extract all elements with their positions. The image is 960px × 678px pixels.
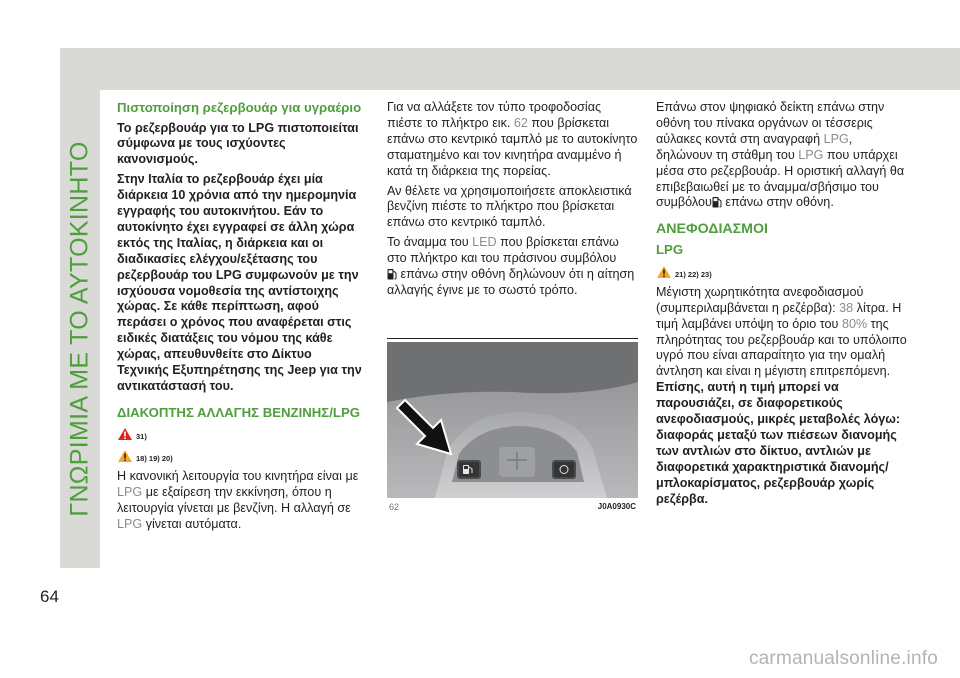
side-section-title: ΓΝΩΡΙΜΙΑ ΜΕ ΤΟ ΑΥΤΟΚΙΝΗΤΟ	[65, 141, 94, 517]
watermark: carmanualsonline.info	[748, 648, 938, 669]
section-heading-fuel-switch: ΔΙΑΚΟΠΤΗΣ ΑΛΛΑΓΗΣ ΒΕΝΖΙΝΗΣ/LPG	[117, 404, 360, 420]
dashboard-switch-illustration	[387, 342, 638, 498]
fuel-pump-icon	[387, 268, 397, 280]
paragraph: Αν θέλετε να χρησιμοποιήσετε αποκλειστικά βενζίνη πιέστε το πλήκτρο που βρίσκεται επάνω στο κεντρικό ταμπλό.	[387, 183, 632, 230]
section-heading-refuelling: ΑΝΕΦΟΔΙΑΣΜΟΙ	[656, 221, 768, 238]
caution-numbers: 18) 19) 20)	[136, 454, 173, 464]
paragraph: Η κανονική λειτουργία του κινητήρα είναι με LPG με εξαίρεση την εκκίνηση, όπου η λειτουργία γίνεται με βενζίνη. Η αλλαγή σε LPG γίνεται αυτόματα.	[117, 469, 359, 532]
paragraph: Μέγιστη χωρητικότητα ανεφοδιασμού (συμπεριλαμβάνεται η ρεζέρβα): 38 λίτρα. Η τιμή λαμβάνει υπόψη το όριο του 80% της πληρότητας του ρεζερβουάρ και το υπόλοιπο υγρό που είναι απαραίτητο για την ομαλή άντληση και είναι η μέγιστη επιτρεπόμενη. Επίσης, αυτή η τιμή μπορεί να παρουσιάζει, σε διαφορετικούς ανεφοδιασμούς, μικρές μεταβολές λόγω: διαφοράς μεταξύ των πιέσεων διανομής των αντλιών στο δίκτυο, αντλιών με διαφορετικά χαρακτηριστικά διανομής/μπλοκαρίσματος, ρεζερβουάρ χωρίς ρεζέρβα.	[656, 284, 907, 506]
paragraph: Το άναμμα του LED που βρίσκεται επάνω στο πλήκτρο και του πράσινου συμβόλου επάνω στην οθόνη δηλώνουν ότι η αίτηση αλλαγής έγινε με το σωστό τρόπο.	[387, 235, 635, 297]
warning-reference	[117, 425, 365, 441]
caution-numbers: 21) 22) 23)	[675, 269, 712, 279]
figure-code: J0A0930C	[597, 502, 636, 511]
figure-caption	[387, 502, 638, 514]
paragraph: Στην Ιταλία το ρεζερβουάρ έχει μία διάρκεια 10 χρόνια από την ημερομηνία εγγραφής του αυτοκινήτου. Εάν το αυτοκίνητο έχει εγγραφεί σε άλλη χώρα εκτός της Ιταλίας, η διάρκεια και οι διαδικασίες ελέγχου/εξέτασης του ρεζερβουάρ του LPG συμφωνούν με την ισχύουσα νομοθεσία της αντίστοιχης χώρας. Σε κάθε περίπτωση, αφού περάσει ο χρόνος που αναφέρεται στις ειδικές διατάξεις του νόμου της κάθε χώρας, απευθυνθείτε στο Δίκτυο Τεχνικής Εξυπηρέτησης της Jeep για την αντικατάστασή του.	[117, 172, 362, 393]
header-band	[60, 48, 960, 90]
section-heading-lpg-tank-certification: Πιστοποίηση ρεζερβουάρ για υγραέριο	[117, 100, 362, 115]
caution-reference	[117, 447, 365, 463]
column-3	[656, 100, 908, 512]
subsection-heading-lpg: LPG	[656, 242, 684, 258]
caution-triangle-icon	[117, 449, 133, 463]
column-2	[387, 100, 638, 303]
warning-triangle-icon	[117, 427, 133, 441]
figure-top-rule	[387, 338, 638, 339]
figure-lpg-switch-photo	[387, 342, 638, 498]
paragraph: Για να αλλάξετε τον τύπο τροφοδοσίας πιέστε το πλήκτρο εικ. 62 που βρίσκεται επάνω στο κεντρικό ταμπλό με το αυτοκίνητο σταματημένο και τον κινητήρα αναμμένο ή κατά τη διάρκεια της πορείας.	[387, 100, 638, 178]
warning-numbers: 31)	[136, 432, 147, 442]
paragraph: Επάνω στον ψηφιακό δείκτη επάνω στην οθόνη του πίνακα οργάνων οι τέσσερις αύλακες κοντά στη αναγραφή LPG, δηλώνουν τη στάθμη του LPG που υπάρχει μέσα στο ρεζερβουάρ. Η οριστική αλλαγή θα επιβεβαιωθεί με το άναμμα/σβήσιμο του συμβόλου επάνω στην οθόνη.	[656, 100, 905, 210]
paragraph: Το ρεζερβουάρ για το LPG πιστοποιείται σύμφωνα με τους ισχύοντες κανονισμούς.	[117, 120, 359, 167]
page-number: 64	[40, 587, 59, 606]
figure-reference: 62	[513, 115, 528, 130]
caution-triangle-icon	[656, 265, 672, 279]
column-1	[117, 100, 365, 537]
caution-reference	[656, 263, 908, 279]
fuel-pump-icon	[712, 196, 722, 208]
figure-number: 62	[389, 502, 400, 512]
